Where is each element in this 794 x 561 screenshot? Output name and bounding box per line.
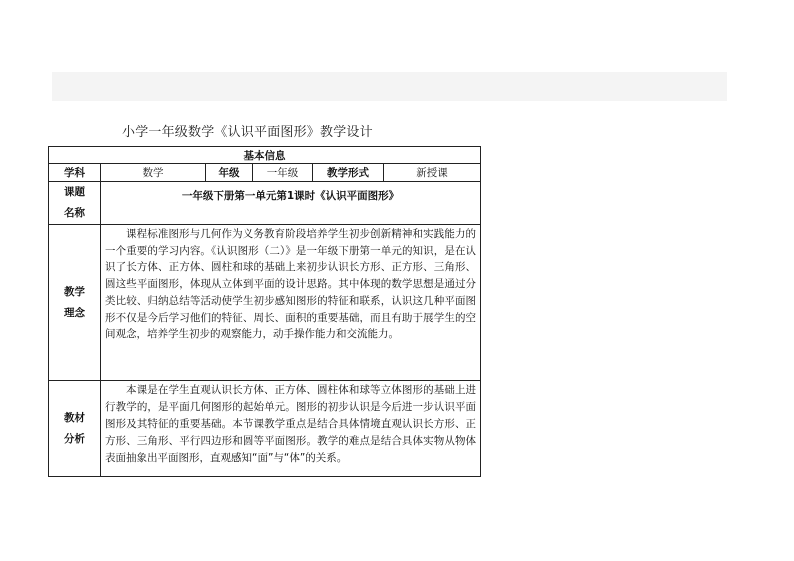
section-header-basic-info: 基本信息 [49,147,481,164]
analysis-label [49,381,101,477]
top-gray-band [52,72,727,101]
philosophy-label [49,225,101,381]
philosophy-text: 课程标准图形与几何作为义务教育阶段培养学生初步创新精神和实践能力的一个重要的学习内容。《认识图形（二）》是一年级下册第一单元的知识，是在认识了长方体、正方体、圆柱和球的基础上来初步认识长方形、正方形、三角形、圆这些平面图形，体现从立体到平面的设计思路。其中体现的数学思想是通过分类比较、归纳总结等活动使学生初步感知图形的特征和联系，认识这几种平面图形不仅是今后学习他们的特征、周长、面积的重要基础，而且有助于展学生的空间观念，培养学生初步的观察能力，动手操作能力和交流能力。 [105,228,477,341]
topic-label-line1: 课题 [64,186,85,198]
document-title: 小学一年级数学《认识平面图形》教学设计 [122,125,373,140]
subject-value: 数学 [101,164,206,182]
topic-label-line2: 名称 [64,207,85,219]
philosophy-label-line2: 理念 [64,306,85,319]
analysis-cell [101,381,481,477]
teaching-form-label: 教学形式 [313,164,384,182]
topic-label [49,182,101,225]
lesson-info-table [48,146,481,477]
topic-value: 一年级下册第一单元第1课时《认识平面图形》 [181,189,400,202]
topic-value-cell [101,182,481,225]
analysis-label-line1: 教材 [64,411,85,424]
analysis-text: 本课是在学生直观认识长方体、正方体、圆柱体和球等立体图形的基础上进行教学的，是平面几何图形的起始单元。图形的初步认识是今后进一步认识平面图形及其特征的重要基础。本节课教学重点是结合具体情境直观认识长方形、正方形、三角形、平行四边形和圆等平面图形。教学的难点是结合具体实物从物体表面抽象出平面图形，直观感知“面”与“体”的关系。 [105,384,477,464]
analysis-label-line2: 分析 [64,432,85,445]
grade-value: 一年级 [253,164,313,182]
subject-label: 学科 [49,164,101,182]
teaching-form-value: 新授课 [384,164,481,182]
philosophy-label-line1: 教学 [64,285,85,298]
philosophy-cell [101,225,481,381]
grade-label: 年级 [206,164,253,182]
